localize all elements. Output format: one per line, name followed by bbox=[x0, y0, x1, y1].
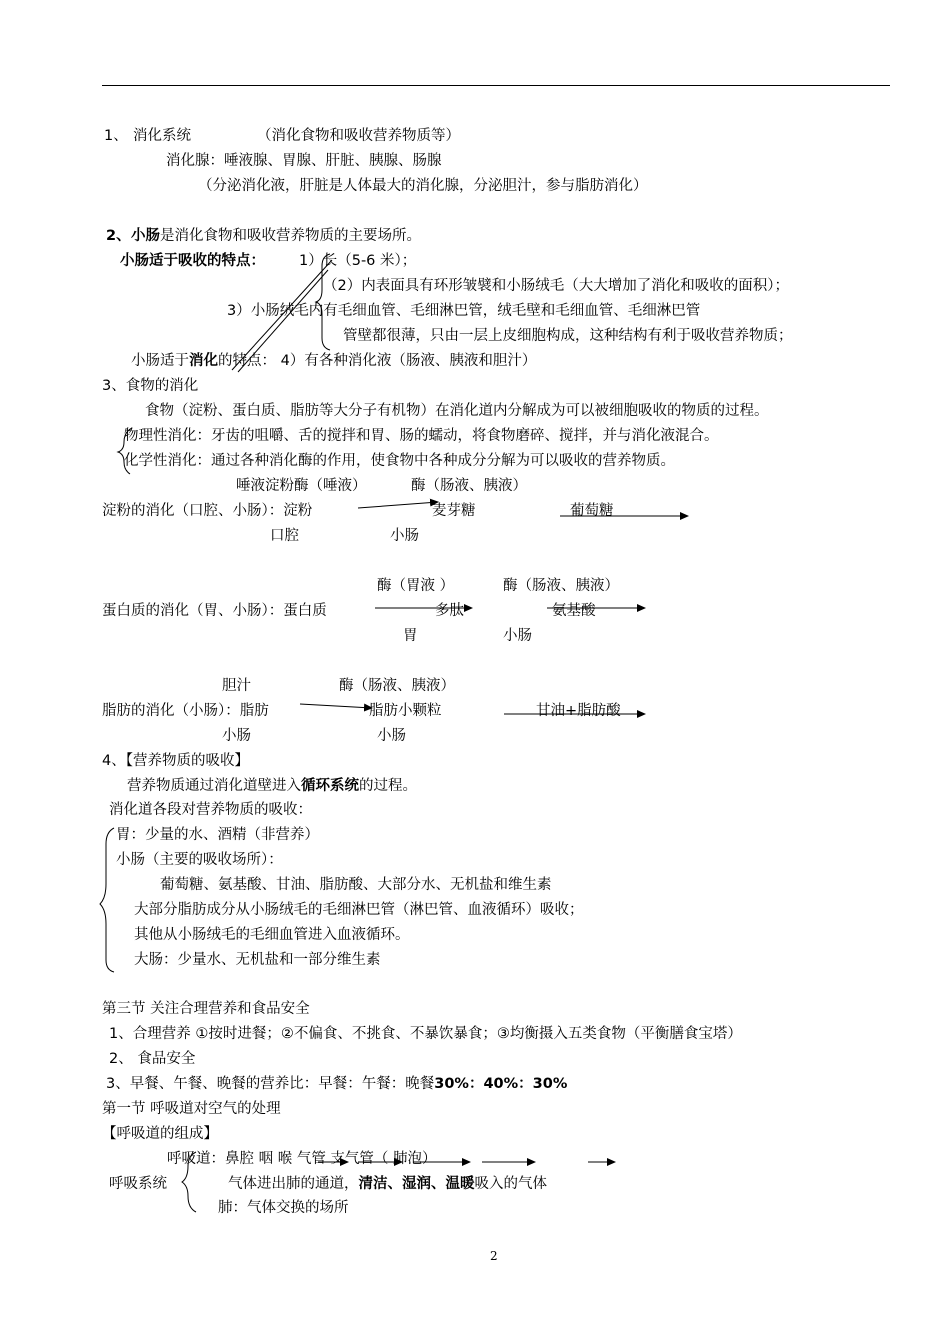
s6-system: 呼吸系统 bbox=[109, 1176, 167, 1192]
s6-tract-fn-bold: 清洁、湿润、温暖 bbox=[358, 1176, 475, 1192]
s4-title: 4、【营养物质的吸收】 bbox=[102, 753, 249, 769]
s1-num: 1、 bbox=[104, 128, 128, 144]
s4-def-post: 的过程。 bbox=[359, 778, 417, 794]
starch-loc-1: 口腔 bbox=[270, 528, 299, 544]
s2-point1: 1）长（5-6 米）； bbox=[299, 253, 417, 269]
brace-respiratory bbox=[182, 1152, 196, 1212]
fat-mid: 脂肪小颗粒 bbox=[369, 703, 442, 719]
s5-title: 第三节 关注合理营养和食品安全 bbox=[102, 1001, 310, 1017]
fat-enzyme-2: 酶（肠液、胰液） bbox=[339, 678, 455, 694]
s4-def-bold: 循环系统 bbox=[301, 778, 359, 794]
s4-stomach: 胃：少量的水、酒精（非营养） bbox=[116, 827, 319, 843]
starch-label: 淀粉的消化（口腔、小肠）：淀粉 bbox=[102, 503, 313, 519]
s5-food-safety: 2、 食品安全 bbox=[109, 1051, 196, 1067]
s5-nutrition: 1、合理营养 ①按时进餐；②不偏食、不挑食、不暴饮暴食；③均衡摄入五类食物（平衡膳食宝塔） bbox=[109, 1026, 742, 1042]
s6-tract-fn-pre: 气体进出肺的通道， bbox=[228, 1176, 359, 1192]
s2-point3: 3）小肠绒毛内有毛细血管、毛细淋巴管，绒毛壁和毛细血管、毛细淋巴管 bbox=[227, 303, 701, 319]
s2-intro: 是消化食物和吸收营养物质的主要场所。 bbox=[160, 228, 421, 244]
s4-si-fat: 大部分脂肪成分从小肠绒毛的毛细淋巴管（淋巴管、血液循环）吸收； bbox=[134, 902, 584, 918]
fat-loc-1: 小肠 bbox=[222, 728, 251, 744]
fat-end: 甘油+脂肪酸 bbox=[536, 703, 621, 719]
slash-line-1 bbox=[232, 260, 332, 370]
arrow-starch-1 bbox=[358, 502, 438, 508]
s6-title: 第一节 呼吸道对空气的处理 bbox=[102, 1101, 281, 1117]
s6-tract-fn-post: 吸入的气体 bbox=[474, 1176, 547, 1192]
s6-tract: 呼吸道：鼻腔 咽 喉 气管 支气管（ 肺泡） bbox=[167, 1151, 437, 1167]
s2-digest-pre: 小肠适于 bbox=[131, 353, 189, 369]
slash-line-2 bbox=[238, 270, 328, 372]
s5-meal-ratio-pre: 3、早餐、午餐、晚餐的营养比：早餐：午餐：晚餐 bbox=[106, 1076, 435, 1092]
s3-physical: 物理性消化：牙齿的咀嚼、舌的搅拌和胃、肠的蠕动，将食物磨碎、搅拌，并与消化液混合。 bbox=[124, 428, 719, 444]
page-number: 2 bbox=[490, 1249, 498, 1263]
s6-composition: 【呼吸道的组成】 bbox=[102, 1126, 218, 1142]
s4-si-nutrients: 葡萄糖、氨基酸、甘油、脂肪酸、大部分水、无机盐和维生素 bbox=[160, 877, 552, 893]
s4-small-intestine: 小肠（主要的吸收场所）： bbox=[116, 852, 283, 868]
s1-gland-note: （分泌消化液，肝脏是人体最大的消化腺，分泌胆汁，参与脂肪消化） bbox=[198, 178, 648, 194]
starch-mid: 麦芽糖 bbox=[432, 503, 476, 519]
brace-absorb bbox=[316, 254, 330, 350]
protein-end: 氨基酸 bbox=[552, 603, 596, 619]
s5-meal-ratio-bold: 30%：40%：30% bbox=[434, 1076, 568, 1092]
s2-point3-cont: 管壁都很薄，只由一层上皮细胞构成，这种结构有利于吸收营养物质； bbox=[343, 328, 793, 344]
s4-si-other: 其他从小肠绒毛的毛细血管进入血液循环。 bbox=[134, 927, 410, 943]
starch-loc-2: 小肠 bbox=[390, 528, 419, 544]
protein-label: 蛋白质的消化（胃、小肠）：蛋白质 bbox=[102, 603, 327, 619]
s2-point2: （2）内表面具有环形皱襞和小肠绒毛（大大增加了消化和吸收的面积）； bbox=[323, 278, 789, 294]
brace-absorption bbox=[100, 828, 114, 972]
s1-note: （消化食物和吸收营养物质等） bbox=[257, 128, 460, 144]
s3-title: 3、食物的消化 bbox=[102, 378, 199, 394]
s3-definition: 食物（淀粉、蛋白质、脂肪等大分子有机物）在消化道内分解成为可以被细胞吸收的物质的过程。 bbox=[145, 403, 769, 419]
s2-absorb-label: 小肠适于吸收的特点： bbox=[120, 253, 265, 269]
protein-loc-1: 胃 bbox=[403, 628, 418, 644]
s4-segments: 消化道各段对营养物质的吸收： bbox=[109, 802, 312, 818]
starch-enzyme-1: 唾液淀粉酶（唾液） bbox=[236, 478, 367, 494]
starch-end: 葡萄糖 bbox=[570, 503, 614, 519]
s2-digest-bold: 消化 bbox=[189, 353, 218, 369]
protein-mid: 多肽 bbox=[435, 603, 464, 619]
s1-gland: 消化腺：唾液腺、胃腺、肝脏、胰腺、肠腺 bbox=[166, 153, 442, 169]
protein-enzyme-2: 酶（肠液、胰液） bbox=[503, 578, 619, 594]
s2-digest-post: 的特点： 4）有各种消化液（肠液、胰液和胆汁） bbox=[218, 353, 537, 369]
s4-large-intestine: 大肠：少量水、无机盐和一部分维生素 bbox=[134, 952, 381, 968]
s2-title: 小肠 bbox=[131, 228, 160, 244]
s1-title: 消化系统 bbox=[133, 128, 191, 144]
s4-def-pre: 营养物质通过消化道壁进入 bbox=[127, 778, 301, 794]
fat-label: 脂肪的消化（小肠）：脂肪 bbox=[102, 703, 269, 719]
brace-digestion bbox=[118, 428, 132, 474]
protein-loc-2: 小肠 bbox=[503, 628, 532, 644]
starch-enzyme-2: 酶（肠液、胰液） bbox=[411, 478, 527, 494]
protein-enzyme-1: 酶（胃液 ） bbox=[377, 578, 455, 594]
s6-lung: 肺：气体交换的场所 bbox=[218, 1200, 349, 1216]
fat-loc-2: 小肠 bbox=[377, 728, 406, 744]
s3-chemical: 化学性消化：通过各种消化酶的作用，使食物中各种成分分解为可以吸收的营养物质。 bbox=[124, 453, 675, 469]
s2-num: 2、 bbox=[106, 228, 131, 244]
arrow-fat-1 bbox=[300, 704, 372, 708]
fat-enzyme-1: 胆汁 bbox=[222, 678, 251, 694]
